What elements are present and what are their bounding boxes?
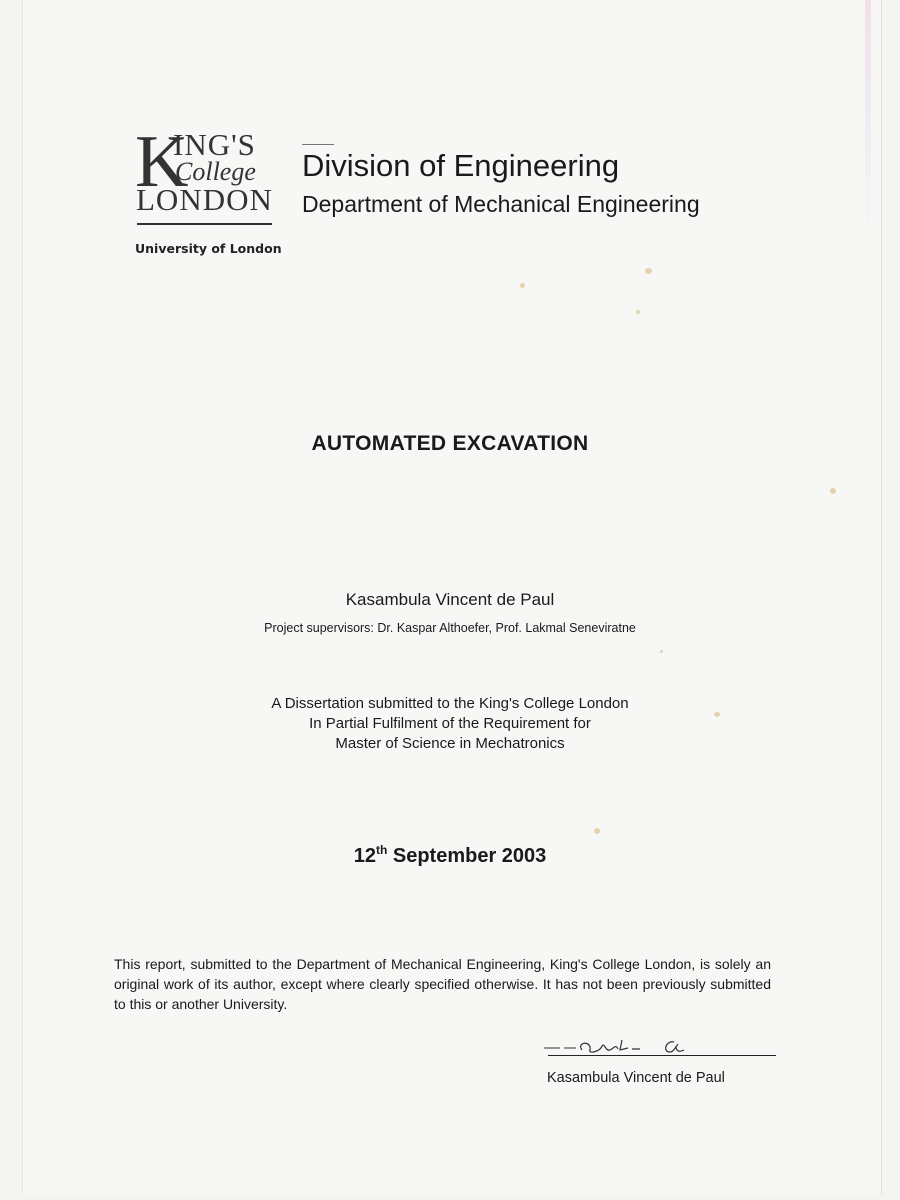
dissertation-statement-line-3: Master of Science in Mechatronics xyxy=(335,735,565,752)
paper-stain xyxy=(520,283,525,288)
submission-date xyxy=(0,845,900,868)
logo-london-text: LONDON xyxy=(136,182,273,217)
logo-k-letter: K xyxy=(135,121,189,203)
dissertation-title: AUTOMATED EXCAVATION xyxy=(311,432,589,455)
division-heading: Division of Engineering xyxy=(302,148,620,183)
logo-divider xyxy=(137,223,272,225)
date-ordinal-suffix: th xyxy=(375,843,388,857)
logo-college-text: College xyxy=(175,157,256,186)
signature-line xyxy=(548,1055,776,1056)
project-supervisors: Project supervisors: Dr. Kaspar Althoefer, Prof. Lakmal Seneviratne xyxy=(264,621,636,635)
logo-kings-text: ING'S xyxy=(173,127,256,162)
dissertation-statement-line-2: In Partial Fulfilment of the Requirement for xyxy=(309,715,591,732)
department-heading: Department of Mechanical Engineering xyxy=(302,191,700,217)
scan-edge-mark xyxy=(865,0,871,240)
originality-declaration: This report, submitted to the Department of Mechanical Engineering, King's College London, is solely an original work of its author, except where clearly specified otherwise. It has not been previously submitted to this or another University. xyxy=(114,956,771,1012)
university-of-london-text: University of London xyxy=(135,241,282,256)
paper-stain xyxy=(636,310,640,314)
handwritten-signature xyxy=(542,1032,782,1062)
paper-stain xyxy=(830,488,836,494)
paper-stain xyxy=(645,268,652,274)
paper-stain xyxy=(714,712,720,717)
header-dash xyxy=(302,144,334,145)
signer-name: Kasambula Vincent de Paul xyxy=(547,1070,725,1086)
paper-stain xyxy=(660,650,663,653)
author-name: Kasambula Vincent de Paul xyxy=(345,590,555,609)
dissertation-statement-line-1: A Dissertation submitted to the King's College London xyxy=(271,695,629,712)
paper-stain xyxy=(594,828,600,834)
date-month-year: September 2003 xyxy=(392,845,547,867)
date-day: 12 xyxy=(353,845,376,867)
